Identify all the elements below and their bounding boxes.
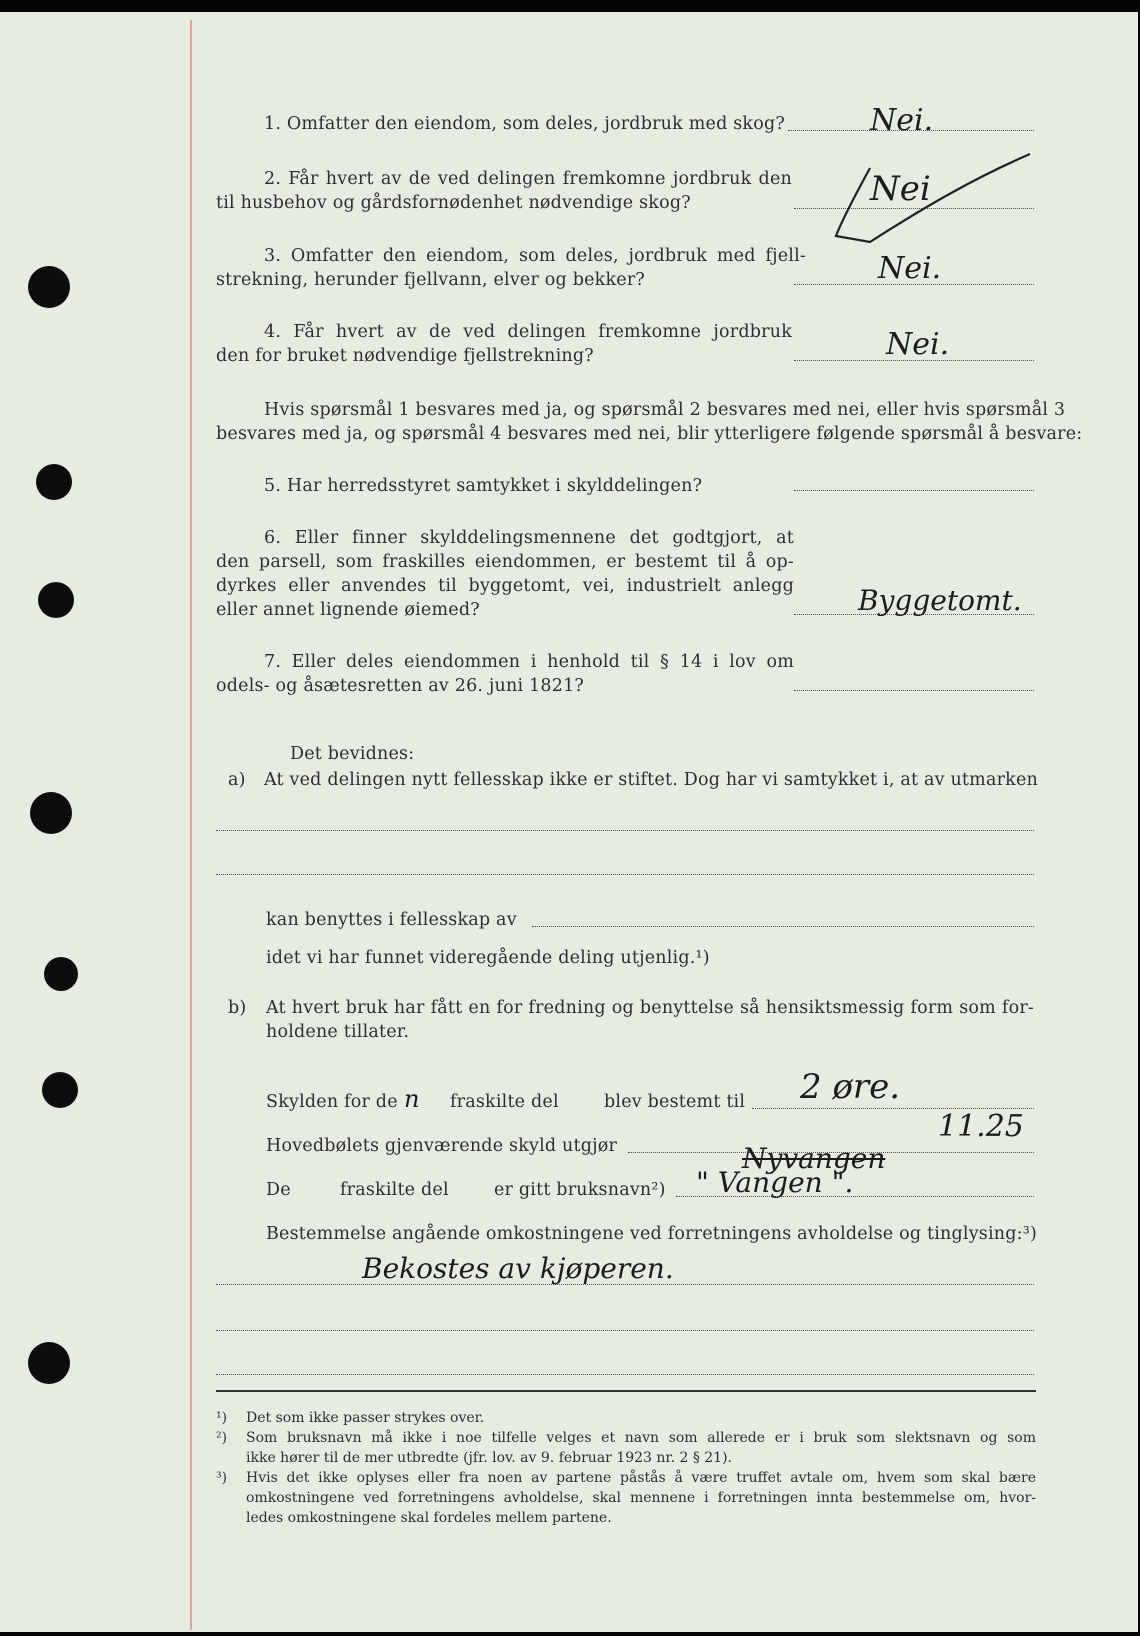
answer-2: Nei [870, 169, 931, 209]
question-7-line-1: 7. Eller deles eiendommen i henhold til § 14 i lov om [264, 652, 794, 672]
footnote-3-line-3: ledes omkostningene skal fordeles mellem partene. [246, 1510, 612, 1526]
condition-line-1: Hvis spørsmål 1 besvares med ja, og spørsmål 2 besvares med nei, eller hvis spørsmål 3 [264, 400, 1066, 420]
utmark-line-1 [216, 830, 1034, 831]
question-3-line-2: strekning, herunder fjellvann, elver og bekker? [216, 270, 645, 290]
footnote-3-mark: ³) [216, 1470, 228, 1486]
question-6-line-1: 6. Eller finner skylddelingsmennene det godtgjort, at [264, 528, 794, 548]
question-6-line-3: dyrkes eller anvendes til byggetomt, vei, industrielt anlegg [216, 576, 794, 596]
answer-line-7 [794, 690, 1034, 691]
answer-4: Nei. [886, 327, 950, 362]
question-1-text: 1. Omfatter den eiendom, som deles, jordbruk med skog? [264, 114, 785, 134]
question-4-line-2: den for bruket nødvendige fjellstrekning? [216, 346, 594, 366]
question-2-line-2: til husbehov og gårdsfornødenhet nødvendige skog? [216, 193, 691, 213]
item-b-line-1: At hvert bruk har fått en for fredning og benyttelse så hensiktsmessig form som for- [266, 998, 1034, 1018]
answer-line-5 [794, 490, 1034, 491]
fellesskap-line [532, 926, 1034, 927]
footnote-3-line-1: Hvis det ikke oplyses eller fra noen av partene påstås å være truffet avtale om, hvem som skal bære [246, 1470, 1036, 1486]
answer-3: Nei. [878, 251, 942, 286]
condition-line-2: besvares med ja, og spørsmål 4 besvares med nei, blir ytterligere følgende spørsmål å besvare: [216, 424, 1083, 444]
item-a-label: a) [228, 770, 246, 790]
skylden-answer: 2 øre. [800, 1067, 901, 1107]
item-b-line-2: holdene tillater. [266, 1022, 410, 1042]
answer-6: Byggetomt. [858, 584, 1022, 617]
binder-hole [44, 957, 78, 991]
footnote-2-line-1: Som bruksnavn må ikke i noe tilfelle velges et navn som allerede er i bruk som slektsnavn og som [246, 1430, 1036, 1446]
skylden-label-c: blev bestemt til [604, 1092, 746, 1112]
footnote-3-line-2: omkostningene ved forretningens avholdelse, skal mennene i forretningen innta bestemmelse om, hvor- [246, 1490, 1036, 1506]
skylden-label-b: fraskilte del [450, 1092, 559, 1112]
footnote-2-mark: ²) [216, 1430, 228, 1446]
question-7-line-2: odels- og åsætesretten av 26. juni 1821? [216, 676, 584, 696]
fellesskap-text: kan benyttes i fellesskap av [266, 910, 517, 930]
question-5-text: 5. Har herredsstyret samtykket i skylddelingen? [264, 476, 703, 496]
bestemmelse-label: Bestemmelse angående omkostningene ved forretningens avholdelse og tinglysing:³) [266, 1224, 1037, 1244]
bruksnavn-label-b: fraskilte del [340, 1180, 449, 1200]
bruksnavn-label-c: er gitt bruksnavn²) [494, 1180, 666, 1200]
bruksnavn-label-a: De [266, 1180, 291, 1200]
bestemmelse-line-1 [216, 1284, 1034, 1285]
bestemmelse-line-3 [216, 1374, 1034, 1375]
footnote-1-mark: ¹) [216, 1410, 228, 1426]
question-6-line-4: eller annet lignende øiemed? [216, 600, 480, 620]
bruksnavn-struck-name: Nyvangen [742, 1142, 886, 1175]
bruksnavn-answer: " Vangen ". [696, 1166, 854, 1199]
form-page [0, 12, 1138, 1632]
footnote-rule [216, 1390, 1036, 1392]
margin-rule [190, 20, 192, 1630]
question-3-line-1: 3. Omfatter den eiendom, som deles, jordbruk med fjell- [264, 246, 806, 266]
question-6-line-2: den parsell, som fraskilles eiendommen, er bestemt til å op- [216, 552, 794, 572]
bevidnes-heading: Det bevidnes: [290, 744, 415, 764]
binder-hole [36, 464, 72, 500]
binder-hole [38, 582, 74, 618]
skylden-label-a: Skylden for de [266, 1092, 398, 1112]
utmark-line-2 [216, 874, 1034, 875]
binder-hole [42, 1072, 78, 1108]
binder-hole [28, 1342, 70, 1384]
item-b-label: b) [228, 998, 247, 1018]
answer-2-flourish [830, 150, 1040, 260]
skylden-handwritten: n [404, 1085, 420, 1113]
question-4-line-1: 4. Får hvert av de ved delingen fremkomne jordbruk [264, 322, 792, 342]
binder-hole [28, 266, 70, 308]
footnote-1-text: Det som ikke passer strykes over. [246, 1410, 485, 1426]
answer-1: Nei. [870, 103, 934, 138]
hovedbol-label: Hovedbølets gjenværende skyld utgjør [266, 1136, 618, 1156]
utjenlig-text: idet vi har funnet videregående deling utjenlig.¹) [266, 948, 710, 968]
item-a-text: At ved delingen nytt fellesskap ikke er stiftet. Dog har vi samtykket i, at av utmarken [264, 770, 1038, 790]
binder-hole [30, 792, 72, 834]
footnote-2-line-2: ikke hører til de mer utbredte (jfr. lov. av 9. februar 1923 nr. 2 § 21). [246, 1450, 733, 1466]
hovedbol-answer: 11.25 [938, 1109, 1024, 1144]
question-2-line-1: 2. Får hvert av de ved delingen fremkomne jordbruk den [264, 169, 792, 189]
bestemmelse-line-2 [216, 1330, 1034, 1331]
bestemmelse-answer: Bekostes av kjøperen. [362, 1252, 674, 1285]
